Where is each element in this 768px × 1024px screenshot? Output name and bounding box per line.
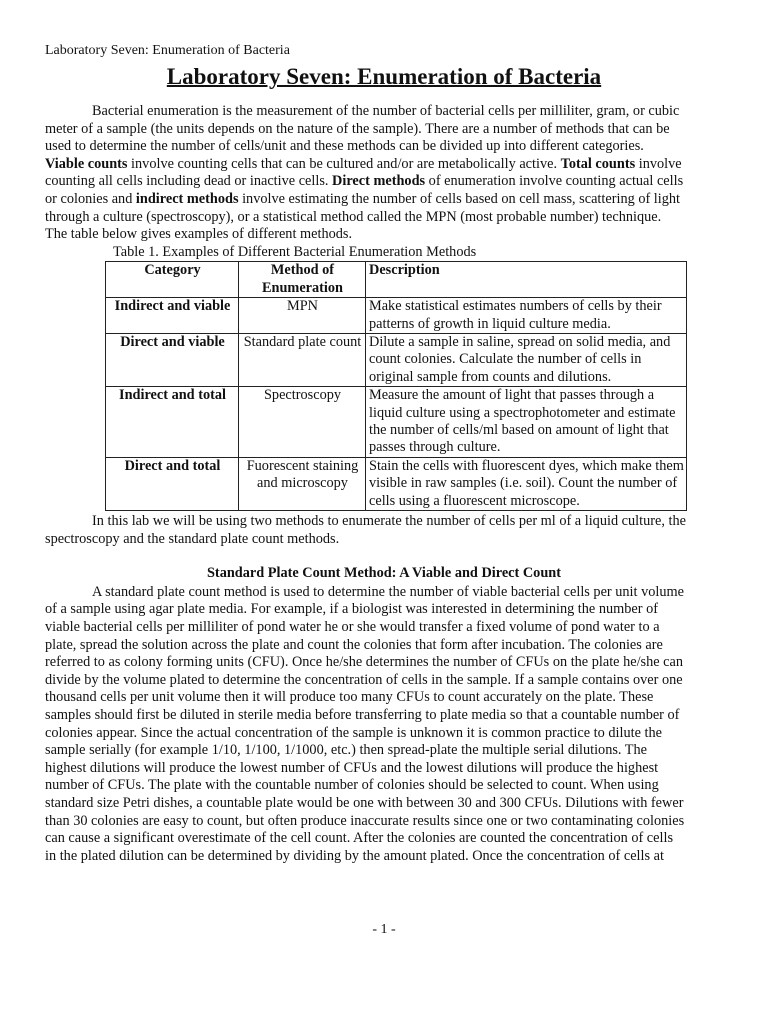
text-run: Bacterial enumeration is the measurement of the number of bacterial cells per milliliter, gram, or cubic xyxy=(92,103,680,119)
table-caption: Table 1. Examples of Different Bacterial Enumeration Methods xyxy=(113,243,477,260)
table-row xyxy=(106,298,687,334)
cell-method: Fuorescent staining and microscopy xyxy=(239,457,366,510)
cell-category: Direct and total xyxy=(106,457,239,510)
text-run: used to determine the number of cells/unit and these methods can be divided up into different categories. xyxy=(45,138,644,155)
text-line xyxy=(45,619,745,637)
text-line xyxy=(45,191,745,209)
text-line xyxy=(45,637,745,655)
text-line xyxy=(45,601,745,619)
bold-term: indirect methods xyxy=(135,190,239,207)
text-run: number of CFUs. The plate with the countable number of colonies should be selected to count. When using xyxy=(45,777,659,794)
text-line xyxy=(45,209,745,227)
text-run: colonies appear. Since the actual concentration of the sample is unknown it is common practice to dilute the xyxy=(45,724,662,741)
text-line xyxy=(45,848,745,866)
text-run: involve xyxy=(635,155,682,172)
text-run: meter of a sample (the units depends on the nature of the sample). There are a number of methods that can be xyxy=(45,120,670,137)
text-line xyxy=(45,672,745,690)
text-run: samples should first be diluted in sterile media before transferring to plate media so that a countable number of xyxy=(45,706,680,723)
standard-plate-count-paragraph xyxy=(45,584,745,866)
text-line xyxy=(45,138,745,156)
intro-paragraph xyxy=(45,103,745,244)
cell-description: Dilute a sample in saline, spread on solid media, and count colonies. Calculate the number of cells in original sample from counts and dilutions. xyxy=(366,333,687,386)
table-row xyxy=(106,387,687,458)
cell-method: Spectroscopy xyxy=(239,387,366,458)
text-line xyxy=(45,707,745,725)
text-run: of enumeration involve counting actual cells xyxy=(425,173,684,190)
text-line xyxy=(45,121,745,139)
methods-paragraph xyxy=(45,513,745,548)
text-line xyxy=(45,725,745,743)
text-run: than 30 colonies are easy to count, but often produce inaccurate results since one or two contaminating colonies xyxy=(45,812,685,829)
cell-method: MPN xyxy=(239,298,366,334)
text-run: through a culture (spectroscopy), or a statistical method called the MPN (most probable number) technique. xyxy=(45,208,662,225)
text-run: plate, spread the solution across the plate and count the colonies that form after incubation. The colonies are xyxy=(45,636,663,653)
text-run: referred to as colony forming units (CFU). Once he/she determines the number of CFUs on the plate he/she can xyxy=(45,654,684,671)
cell-description: Stain the cells with fluorescent dyes, which make them visible in raw samples (i.e. soil). Count the number of cells using a fluorescent microscope. xyxy=(366,457,687,510)
table-row xyxy=(106,457,687,510)
text-run: involve estimating the number of cells based on cell mass, scattering of light xyxy=(238,190,681,207)
text-run: In this lab we will be using two methods to enumerate the number of cells per ml of a liquid culture, the xyxy=(92,513,686,530)
text-run: in the plated dilution can be determined by dividing by the amount plated. Once the concentration of cells at xyxy=(45,847,664,864)
cell-description: Make statistical estimates numbers of cells by their patterns of growth in liquid culture media. xyxy=(366,298,687,334)
text-line xyxy=(45,760,745,778)
text-run: or colonies and xyxy=(45,190,136,207)
text-line xyxy=(45,830,745,848)
running-header: Laboratory Seven: Enumeration of Bacteria xyxy=(45,43,290,58)
text-line xyxy=(45,742,745,760)
text-line xyxy=(45,226,745,244)
text-line xyxy=(45,813,745,831)
text-run: viable bacterial cells per milliliter of pond water he or she would transfer a fixed volume of pond water to a xyxy=(45,619,660,635)
text-line xyxy=(45,103,745,121)
cell-description: Measure the amount of light that passes through a liquid culture using a spectrophotometer and estimate the number of cells/ml based on amount of light that passes through culture. xyxy=(366,387,687,458)
text-run: The table below gives examples of different methods. xyxy=(45,226,353,243)
text-line xyxy=(45,173,745,191)
text-run: spectroscopy and the standard plate count methods. xyxy=(45,530,340,547)
cell-category: Direct and viable xyxy=(106,333,239,386)
header-description: Description xyxy=(366,262,687,298)
cell-category: Indirect and total xyxy=(106,387,239,458)
text-line xyxy=(45,795,745,813)
header-method: Method of Enumeration xyxy=(239,262,366,298)
text-run: divide by the volume plated to determine the concentration of cells in the sample. If a sample contains over one xyxy=(45,671,683,688)
page-number: - 1 - xyxy=(372,922,396,938)
text-run: involve counting cells that can be cultured and/or are metabolically active. xyxy=(127,155,561,172)
text-run: standard size Petri dishes, a countable plate would be one with between 30 and 300 CFUs. Dilutions with fewer xyxy=(45,794,684,811)
table-row xyxy=(106,333,687,386)
text-line xyxy=(45,156,745,174)
text-line xyxy=(45,531,745,549)
text-line xyxy=(45,689,745,707)
page-title: Laboratory Seven: Enumeration of Bacteria xyxy=(166,64,602,89)
header-category: Category xyxy=(106,262,239,298)
text-run: of a sample using agar plate media. For example, if a biologist was interested in determining the number of xyxy=(45,601,659,618)
table-header-row xyxy=(106,262,687,298)
text-run: can cause a significant overestimate of the cell count. After the colonies are counted the concentration of cells xyxy=(45,830,674,847)
text-line xyxy=(45,513,745,531)
text-line xyxy=(45,584,745,602)
text-run: highest dilutions will produce the lowest number of CFUs and the lowest dilutions will produce the highest xyxy=(45,759,659,776)
text-run: sample serially (for example 1/10, 1/100, 1/1000, etc.) then spread-plate the multiple serial dilutions. The xyxy=(45,742,648,759)
section-heading: Standard Plate Count Method: A Viable and Direct Count xyxy=(206,565,561,582)
text-line xyxy=(45,654,745,672)
bold-term: Total counts xyxy=(560,155,636,172)
text-run: thousand cells per unit volume then it will produce too many CFUs to count accurately on the plate. These xyxy=(45,689,654,706)
bold-term: Viable counts xyxy=(45,155,128,172)
bold-term: Direct methods xyxy=(332,173,426,190)
text-run: A standard plate count method is used to determine the number of viable bacterial cells per unit volume xyxy=(92,583,684,600)
cell-method: Standard plate count xyxy=(239,333,366,386)
cell-category: Indirect and viable xyxy=(106,298,239,334)
enumeration-methods-table xyxy=(105,261,687,511)
text-run: counting all cells including dead or inactive cells. xyxy=(45,173,333,190)
text-line xyxy=(45,777,745,795)
